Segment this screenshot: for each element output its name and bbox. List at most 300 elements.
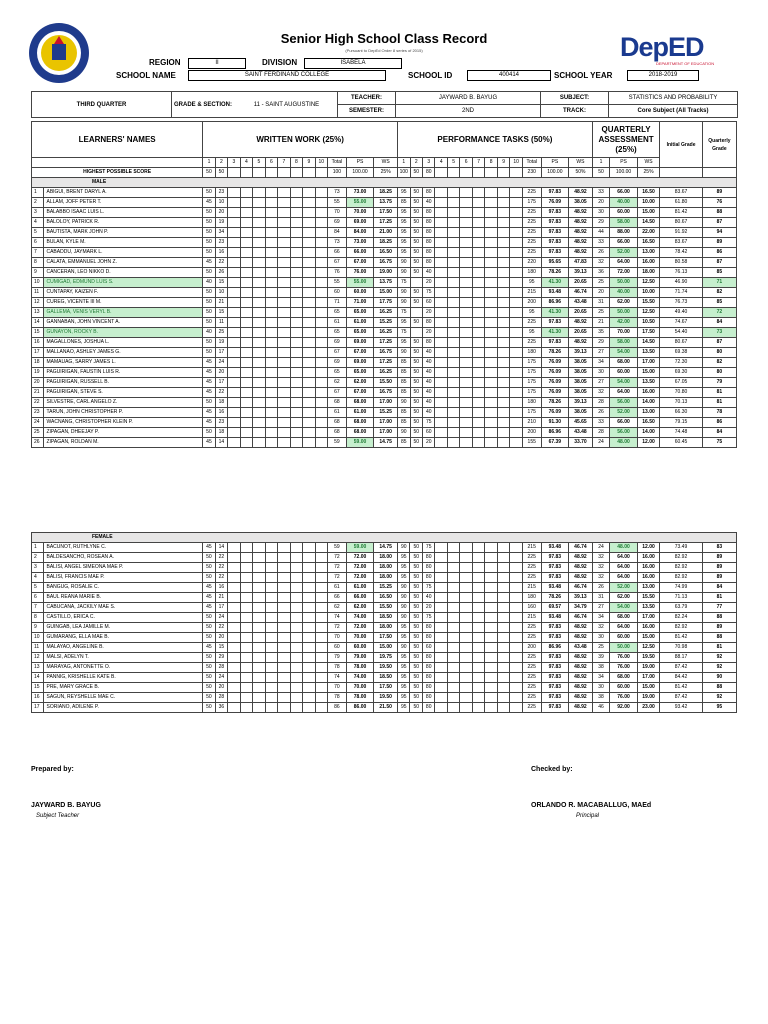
pt-score — [435, 653, 447, 663]
ww-score: 18 — [215, 398, 227, 408]
ww-score — [290, 348, 302, 358]
ww-score — [315, 563, 327, 573]
hps-ww-score — [253, 168, 265, 178]
quarterly-grade: 81 — [702, 398, 736, 408]
pt-ws: 33.70 — [569, 438, 593, 448]
qa-ws: 15.00 — [637, 633, 659, 643]
ww-score — [228, 228, 240, 238]
hps-ww-score — [315, 168, 327, 178]
pt-item-number: 3 — [422, 158, 434, 168]
ww-score — [228, 643, 240, 653]
ww-score — [290, 238, 302, 248]
ww-total: 55 — [328, 278, 347, 288]
ww-total: 72 — [328, 623, 347, 633]
ww-score — [253, 428, 265, 438]
ww-score — [315, 623, 327, 633]
pt-score — [497, 583, 509, 593]
quarterly-grade: 78 — [702, 408, 736, 418]
qa-score: 33 — [592, 238, 609, 248]
pt-total: 225 — [522, 563, 541, 573]
ww-score — [265, 308, 277, 318]
pt-ps: 76.09 — [541, 378, 568, 388]
qa-ws: 14.50 — [637, 338, 660, 348]
qa-score: 34 — [592, 613, 609, 623]
pt-score — [497, 188, 509, 198]
initial-grade: 80.67 — [660, 218, 702, 228]
ww-score: 16 — [215, 408, 227, 418]
ww-score — [278, 258, 290, 268]
quarterly-grade: 76 — [702, 198, 736, 208]
qa-ws: 13.00 — [637, 248, 660, 258]
learner-name: PRE, MARY GRACE B. — [44, 683, 203, 693]
ww-score — [228, 318, 240, 328]
pt-ws: 48.92 — [569, 553, 593, 563]
pt-score — [497, 228, 509, 238]
region-value: II — [188, 58, 246, 69]
pt-score — [447, 603, 459, 613]
ww-score — [303, 328, 315, 338]
ww-score: 15 — [215, 308, 227, 318]
ww-score — [228, 613, 240, 623]
ww-score: 50 — [203, 633, 215, 643]
pt-score: 75 — [398, 278, 410, 288]
ww-total: 66 — [328, 593, 347, 603]
ww-ps: 60.00 — [346, 643, 373, 653]
pt-score — [485, 248, 497, 258]
pt-score — [485, 673, 497, 683]
pt-ps-header: PS — [541, 158, 568, 168]
teacher-signatory-name: JAYWARD B. BAYUG — [31, 802, 101, 809]
initial-grade: 74.48 — [660, 428, 702, 438]
ww-score — [265, 368, 277, 378]
qa-score: 24 — [592, 438, 609, 448]
ww-score — [315, 298, 327, 308]
pt-total: 225 — [522, 683, 541, 693]
pt-ws: 48.92 — [569, 188, 593, 198]
qa-score: 27 — [592, 603, 609, 613]
ww-score: 20 — [215, 633, 227, 643]
ww-score: 50 — [203, 228, 215, 238]
quarterly-grade: 89 — [702, 553, 736, 563]
ww-score — [315, 408, 327, 418]
ww-total: 69 — [328, 218, 347, 228]
ww-ps: 62.00 — [346, 603, 373, 613]
ww-score: 45 — [203, 603, 215, 613]
ww-score: 50 — [203, 693, 215, 703]
pt-score — [435, 398, 447, 408]
initial-grade: 84.42 — [660, 673, 702, 683]
ww-score: 11 — [215, 318, 227, 328]
pt-score — [510, 603, 522, 613]
ww-ps: 68.00 — [346, 428, 373, 438]
pt-ps: 91.30 — [541, 418, 568, 428]
learner-number: 12 — [32, 298, 44, 308]
pt-score: 50 — [410, 623, 422, 633]
learner-name: BALDESANCHO, ROSEAN A. — [44, 553, 203, 563]
pt-score — [497, 643, 509, 653]
pt-score: 50 — [410, 208, 422, 218]
pt-score — [447, 228, 459, 238]
pt-score — [435, 583, 447, 593]
initial-grade: 80.67 — [660, 338, 702, 348]
pt-score — [485, 398, 497, 408]
initial-grade: 63.79 — [660, 603, 702, 613]
pt-score — [447, 188, 459, 198]
ww-score — [240, 408, 252, 418]
pt-total: 200 — [522, 643, 541, 653]
pt-ps: 97.83 — [541, 663, 568, 673]
ww-score — [240, 208, 252, 218]
pt-score — [485, 573, 497, 583]
learner-row — [32, 208, 737, 218]
learner-row — [32, 228, 737, 238]
qa-score: 26 — [592, 408, 609, 418]
initial-grade: 87.42 — [660, 663, 702, 673]
ww-item-number: 7 — [278, 158, 290, 168]
pt-score: 50 — [410, 428, 422, 438]
ww-score: 45 — [203, 378, 215, 388]
pt-score — [472, 683, 484, 693]
pt-score — [472, 278, 484, 288]
pt-ws: 48.92 — [569, 248, 593, 258]
ww-item-number: 6 — [265, 158, 277, 168]
ww-score — [303, 683, 315, 693]
pt-score — [460, 298, 472, 308]
pt-score — [497, 378, 509, 388]
pt-score — [497, 418, 509, 428]
ww-ps: 67.00 — [346, 348, 373, 358]
learner-number: 15 — [32, 328, 44, 338]
pt-score — [460, 673, 472, 683]
initial-grade: 74.67 — [660, 318, 702, 328]
ww-score — [303, 188, 315, 198]
pt-score — [447, 573, 459, 583]
pt-score — [510, 693, 522, 703]
pt-ps: 78.26 — [541, 348, 568, 358]
ww-score — [253, 198, 265, 208]
pt-score — [497, 358, 509, 368]
ww-score — [253, 328, 265, 338]
pt-total: 95 — [522, 278, 541, 288]
learner-number: 25 — [32, 428, 44, 438]
ww-score — [240, 653, 252, 663]
pt-ws: 48.92 — [569, 623, 593, 633]
pt-ps: 97.83 — [541, 573, 568, 583]
ww-score — [315, 573, 327, 583]
qa-score: 20 — [592, 288, 609, 298]
ww-score — [315, 218, 327, 228]
pt-score — [485, 188, 497, 198]
ww-score — [303, 673, 315, 683]
qa-ws: 13.00 — [637, 408, 660, 418]
pt-score — [485, 408, 497, 418]
ww-ws: 18.00 — [374, 563, 398, 573]
pt-score — [510, 643, 522, 653]
pt-score — [447, 418, 459, 428]
initial-grade: 82.24 — [660, 613, 702, 623]
ww-score — [303, 663, 315, 673]
pt-score: 50 — [410, 583, 422, 593]
initial-grade: 71.13 — [660, 593, 702, 603]
pt-score — [447, 683, 459, 693]
pt-score — [472, 228, 484, 238]
pt-score — [460, 563, 472, 573]
qa-ps: 56.00 — [610, 428, 637, 438]
learner-name: GUMARANG, ELLA MAE B. — [44, 633, 203, 643]
ww-score — [240, 563, 252, 573]
pt-total: 225 — [522, 188, 541, 198]
pt-score — [497, 218, 509, 228]
pt-score: 40 — [422, 378, 434, 388]
pt-score — [497, 308, 509, 318]
pt-ws: 48.92 — [569, 703, 593, 713]
ww-score — [228, 348, 240, 358]
ww-score — [240, 288, 252, 298]
pt-score: 80 — [422, 238, 434, 248]
pt-score: 50 — [410, 258, 422, 268]
pt-score: 40 — [422, 593, 434, 603]
ww-score — [228, 428, 240, 438]
learner-row — [32, 428, 737, 438]
pt-score: 50 — [410, 703, 422, 713]
ww-score — [290, 398, 302, 408]
pt-score — [472, 348, 484, 358]
qa-ps: 70.00 — [610, 328, 637, 338]
ww-score — [303, 408, 315, 418]
learner-row — [32, 693, 737, 703]
learner-row — [32, 388, 737, 398]
pt-ws: 38.05 — [569, 368, 593, 378]
pt-ps: 97.83 — [541, 633, 568, 643]
quarterly-grade: 77 — [702, 603, 736, 613]
pt-score — [435, 248, 447, 258]
ww-score — [253, 623, 265, 633]
hps-ww-score — [228, 168, 240, 178]
ww-score — [303, 298, 315, 308]
ww-ws: 19.50 — [374, 693, 398, 703]
pt-score — [435, 198, 447, 208]
pt-ws: 20.65 — [569, 328, 593, 338]
pt-score — [460, 428, 472, 438]
ww-score — [278, 573, 290, 583]
initial-grade-header: Initial Grade — [660, 122, 702, 168]
ww-score — [253, 288, 265, 298]
ww-score — [290, 613, 302, 623]
pt-score: 50 — [410, 348, 422, 358]
pt-score: 85 — [398, 408, 410, 418]
ww-ws: 16.75 — [374, 348, 398, 358]
ww-ps: 65.00 — [346, 328, 373, 338]
initial-grade: 81.42 — [660, 208, 702, 218]
pt-ws: 48.92 — [569, 673, 593, 683]
ww-score — [290, 198, 302, 208]
pt-score — [435, 288, 447, 298]
pt-score — [485, 693, 497, 703]
ww-ps: 69.00 — [346, 218, 373, 228]
ww-score — [240, 238, 252, 248]
ww-ps: 66.00 — [346, 248, 373, 258]
pt-score — [447, 633, 459, 643]
qa-ws: 16.50 — [637, 418, 660, 428]
pt-score: 90 — [398, 643, 410, 653]
pt-score — [510, 348, 522, 358]
ww-ws: 16.25 — [374, 368, 398, 378]
ww-score — [290, 593, 302, 603]
pt-score — [460, 258, 472, 268]
ww-score — [315, 418, 327, 428]
learner-row — [32, 643, 737, 653]
pt-ps: 97.83 — [541, 683, 568, 693]
pt-total: 180 — [522, 268, 541, 278]
quarterly-grade: 81 — [702, 643, 736, 653]
ww-score — [253, 438, 265, 448]
pt-ps: 76.09 — [541, 198, 568, 208]
initial-grade: 82.92 — [660, 623, 702, 633]
ww-score — [240, 348, 252, 358]
learner-name: GANNABAN, JOHN VINCENT A. — [44, 318, 203, 328]
learner-number: 1 — [32, 188, 44, 198]
pt-score — [472, 248, 484, 258]
initial-grade: 71.74 — [660, 288, 702, 298]
learner-number: 14 — [32, 673, 44, 683]
ww-score: 45 — [203, 543, 215, 553]
pt-score — [510, 248, 522, 258]
pt-score — [485, 563, 497, 573]
ww-score — [240, 378, 252, 388]
learner-name: GUINGAB, LEA JAMILLE M. — [44, 623, 203, 633]
pt-score: 20 — [422, 308, 434, 318]
pt-score: 60 — [422, 428, 434, 438]
pt-score — [472, 553, 484, 563]
pt-item-number: 4 — [435, 158, 447, 168]
deped-logo-text: DepED — [620, 32, 704, 62]
ww-total: 73 — [328, 238, 347, 248]
male-section-label: MALE — [32, 178, 737, 188]
ww-score: 50 — [203, 573, 215, 583]
female-section-label: FEMALE — [32, 533, 737, 543]
qa-score: 30 — [592, 368, 609, 378]
ww-score — [240, 388, 252, 398]
pt-score — [497, 348, 509, 358]
ww-score — [278, 633, 290, 643]
pt-score — [460, 543, 472, 553]
qa-ws: 16.00 — [637, 553, 659, 563]
learner-number: 17 — [32, 703, 44, 713]
learner-row — [32, 623, 737, 633]
ww-item-number: 5 — [253, 158, 265, 168]
ww-ws: 21.50 — [374, 703, 398, 713]
ww-ps: 60.00 — [346, 288, 373, 298]
pt-score — [510, 258, 522, 268]
learner-number: 24 — [32, 418, 44, 428]
initial-grade: 88.17 — [660, 653, 702, 663]
pt-total: 160 — [522, 603, 541, 613]
learner-row — [32, 563, 737, 573]
ww-score — [315, 683, 327, 693]
pt-score — [447, 693, 459, 703]
ww-score — [265, 673, 277, 683]
ww-score — [278, 288, 290, 298]
ww-score — [228, 378, 240, 388]
ww-ps: 84.00 — [346, 228, 373, 238]
qa-score: 21 — [592, 318, 609, 328]
ww-score — [240, 633, 252, 643]
ww-score — [315, 438, 327, 448]
ww-score — [253, 358, 265, 368]
qa-score: 32 — [592, 553, 609, 563]
hps-pt-score: 80 — [422, 168, 434, 178]
ww-score — [253, 338, 265, 348]
ww-score: 18 — [215, 428, 227, 438]
pt-score — [435, 643, 447, 653]
ww-score — [253, 673, 265, 683]
ww-total: 59 — [328, 438, 347, 448]
pt-score — [485, 218, 497, 228]
qa-ws: 17.00 — [637, 673, 659, 683]
ww-score: 20 — [215, 208, 227, 218]
ww-score — [290, 218, 302, 228]
ww-item-number: 3 — [228, 158, 240, 168]
pt-ps: 97.83 — [541, 228, 568, 238]
learner-name: ALLAM, JOFF PETER T. — [44, 198, 203, 208]
quarterly-grade: 86 — [702, 248, 736, 258]
school-year-label: SCHOOL YEAR — [554, 71, 613, 80]
ww-score — [253, 298, 265, 308]
ww-total: 67 — [328, 258, 347, 268]
pt-score: 95 — [398, 218, 410, 228]
ww-score — [315, 693, 327, 703]
qa-ps: 60.00 — [610, 368, 637, 378]
ww-total: 68 — [328, 418, 347, 428]
pt-score: 80 — [422, 683, 434, 693]
pt-score: 95 — [398, 673, 410, 683]
pt-score: 95 — [398, 208, 410, 218]
pt-score — [510, 408, 522, 418]
ww-score — [278, 623, 290, 633]
ww-score — [265, 268, 277, 278]
qa-score: 35 — [592, 328, 609, 338]
ww-score: 22 — [215, 563, 227, 573]
learner-row — [32, 603, 737, 613]
ww-score — [265, 288, 277, 298]
ww-score: 34 — [215, 228, 227, 238]
ww-score — [265, 623, 277, 633]
ww-score — [278, 398, 290, 408]
ww-score: 28 — [215, 663, 227, 673]
ww-score: 50 — [203, 338, 215, 348]
ww-score — [290, 603, 302, 613]
ww-score — [290, 378, 302, 388]
learner-row — [32, 593, 737, 603]
ww-score — [265, 543, 277, 553]
ww-score — [265, 563, 277, 573]
learner-row — [32, 188, 737, 198]
pt-total: 225 — [522, 553, 541, 563]
ww-score — [228, 398, 240, 408]
ww-score — [228, 563, 240, 573]
pt-score: 50 — [410, 268, 422, 278]
pt-score — [435, 228, 447, 238]
pt-total: 225 — [522, 248, 541, 258]
learner-row — [32, 673, 737, 683]
pt-score — [435, 573, 447, 583]
initial-grade: 69.30 — [660, 368, 702, 378]
hps-pt-score — [510, 168, 522, 178]
pt-score — [485, 438, 497, 448]
pt-ws: 48.92 — [569, 663, 593, 673]
ww-score — [240, 543, 252, 553]
ww-score: 45 — [203, 643, 215, 653]
